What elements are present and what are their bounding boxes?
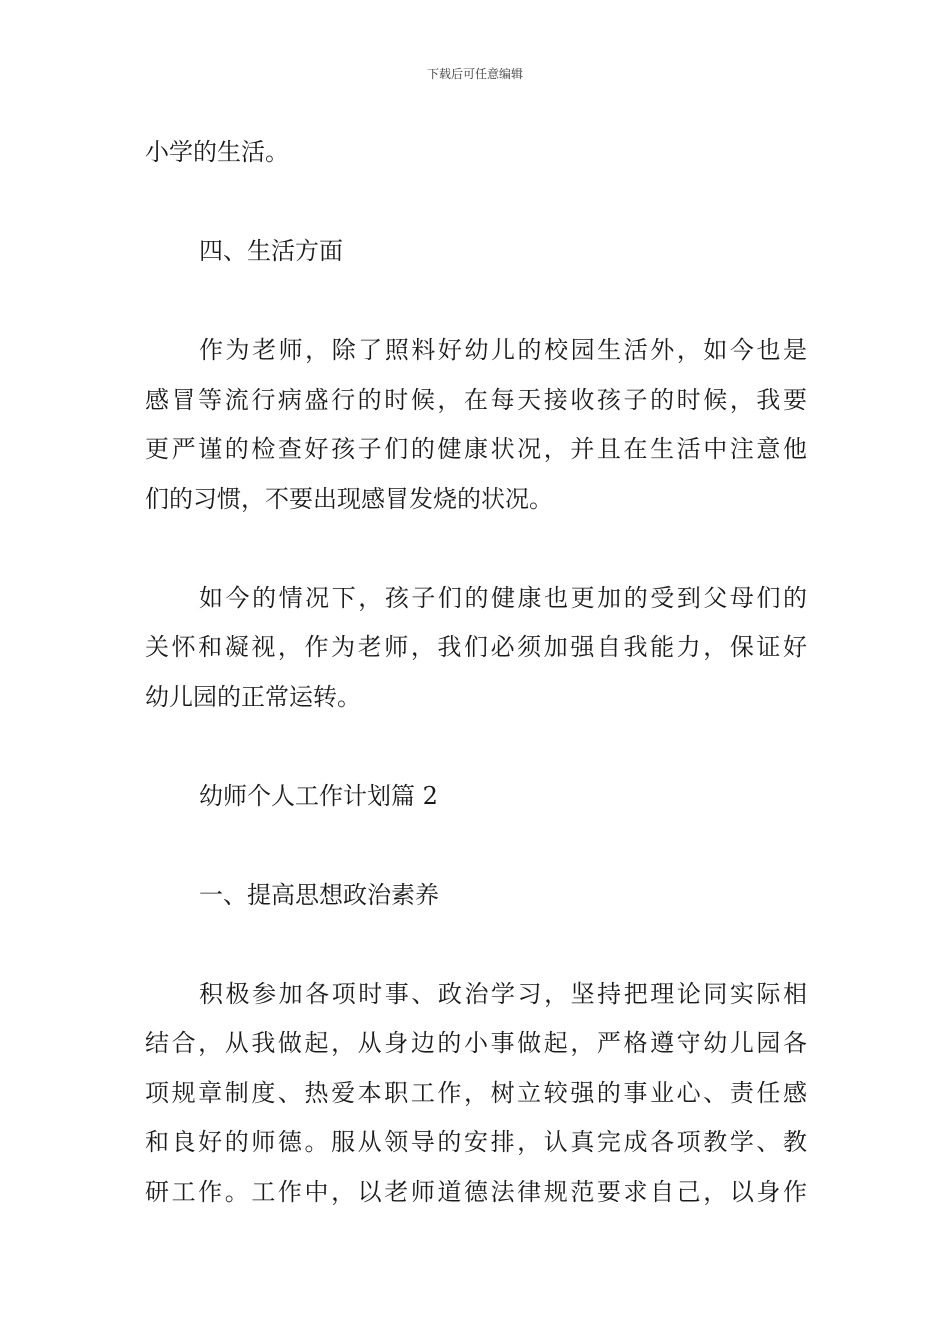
header-note: 下载后可任意编辑 [426,67,523,81]
paragraph-line: 感冒等流行病盛行的时候，在每天接收孩子的时候，我要 [145,385,807,414]
paragraph-line: 们的习惯，不要出现感冒发烧的状况。 [145,484,553,513]
paragraph-line: 结合，从我做起，从身边的小事做起，严格遵守幼儿园各 [145,1029,807,1057]
paragraph-line: 积极参加各项时事、政治学习，坚持把理论同实际相 [199,979,807,1008]
paragraph-line: 幼儿园的正常运转。 [145,682,361,711]
paragraph-line: 更严谨的检查好孩子们的健康状况，并且在生活中注意他 [145,435,807,463]
paragraph-gap [145,821,807,871]
paragraph-gap [145,277,807,327]
paragraph-line: 作为老师，除了照料好幼儿的校园生活外，如今也是 [199,336,807,364]
section-heading-ideology: 一、提高思想政治素养 [199,880,439,909]
paragraph-gap [145,178,807,228]
paragraph-line: 小学的生活。 [145,138,289,166]
section-heading-plan-2: 幼师个人工作计划篇 2 [199,781,438,810]
paragraph-line: 关怀和凝视，作为老师，我们必须加强自我能力，保证好 [145,633,807,661]
paragraph-line: 和良好的师德。服从领导的安排，认真完成各项教学、教 [145,1128,807,1156]
paragraph-line: 研工作。工作中，以老师道德法律规范要求自己，以身作 [145,1177,807,1206]
paragraph-gap [145,722,807,772]
section-heading-life: 四、生活方面 [199,237,343,265]
paragraph-line: 如今的情况下，孩子们的健康也更加的受到父母们的 [199,583,807,612]
paragraph-gap [145,920,807,970]
paragraph-line: 项规章制度、热爱本职工作，树立较强的事业心、责任感 [145,1078,807,1107]
document-body [145,128,807,1217]
paragraph-gap [145,524,807,574]
